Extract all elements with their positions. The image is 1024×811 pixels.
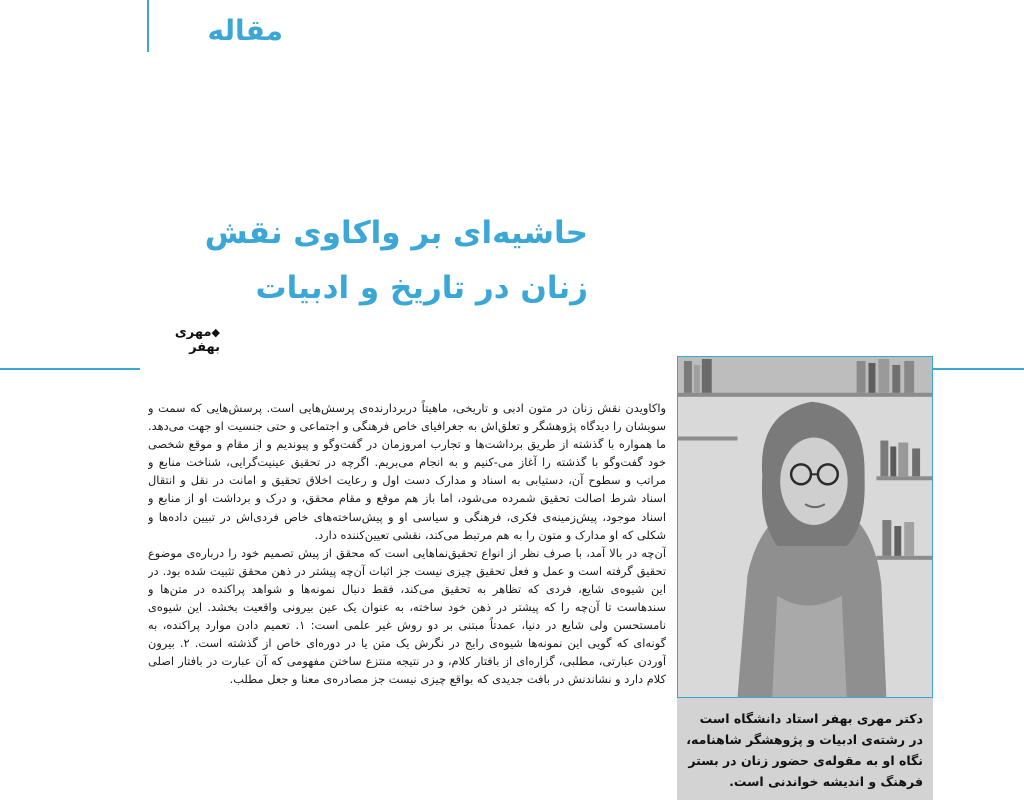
section-label: مقاله <box>207 14 283 47</box>
portrait-illustration <box>678 357 932 697</box>
section-tag <box>147 0 287 52</box>
article-title: حاشیه‌ای بر واکاوی نقش زنان در تاریخ و ادبیات <box>204 215 588 306</box>
left-accent-rule <box>0 368 140 370</box>
right-accent-rule <box>933 368 1024 370</box>
body-paragraph: آن‌چه در بالا آمد، با صرف نظر از انواع تحقیق‌نماهایی است که محقق از پیش تصمیم خود را درباره‌ی موضوع تحقیق گرفته است و عمل و فعل تحقیق چیزی نیست جز اثبات آن‌چه پیشتر در ذهن محقق تثبیت شده بود. در این شیوه‌ی شایع، فردی که تظاهر به تحقیق می‌کند، فقط دنبال نمونه‌ها و شواهد پراکنده در متن‌ها و سندهاست تا آن‌چه را که پیشتر در ذهن خود ساخته، به عنوان یک عین بیرونی واقعیت بخشد. این شیوه‌ی نامستحسن ولی شایع در دنیا، عمدتاً مبتنی بر دو روش غیر علمی است: ۱. تعمیم دادن موارد پراکنده، به گونه‌ای که گویی این نمونه‌ها شیوه‌ی رایج در نگرش یک متن یا در دوره‌ای خاص از گذشته است. ۲. بیرون آوردن عبارتی، مطلبی، گزاره‌ای از بافتار کلام، و در نتیجه منتزع ساختن مفهومی که آن عبارت در بافتار اصلی کلام دارد و نشاندنش در بافت جدیدی که بواقع چیزی نیست جز مصادره‌ی معنا و جعل مطلب. <box>148 545 666 687</box>
article-body <box>148 399 666 809</box>
diamond-icon: ◆ <box>211 326 220 339</box>
author-byline <box>140 325 220 355</box>
photo-caption: دکتر مهری بهفر استاد دانشگاه است در رشته‌ی ادبیات و پژوهشگر شاهنامه، نگاه او به مقوله‌ی حضور زنان در بستر فرهنگ و اندیشه خواندنی است. <box>677 698 933 800</box>
author-photo <box>677 356 933 698</box>
author-name: مهری بهفر <box>174 325 220 355</box>
body-paragraph: واکاویدن نقش زنان در متون ادبی و تاریخی، ماهیتاً دربردارنده‌ی پرسش‌هایی است. پرسش‌هایی که سمت و سویشان را دیدگاه پژوهشگر و تعلق‌اش به جغرافیای خاص فرهنگی و اجتماعی و حتی جنسیت او جهت می‌دهد. ما همواره با گذشته از طریق برداشت‌ها و تجارب امروزمان در گفت‌وگو و پیوندیم و از مقام و موقع شخصی خود گفت‌وگو با گذشته را آغاز می‌-کنیم و به انجام می‌بریم. اگرچه در تحقیق عینیت‌گرایی، شناخت منابع و مراتب و سطوح آن، دستیابی به اسناد و مدارک دست اول و رعایت اخلاق تحقیق و امانت در نقل و انتقال اسناد شرط اصالت تحقیق شمرده می‌شود، اما باز هم موقع و مقام محقق، و درک و برداشت او از منابع و اسناد موجود، پیش‌زمینه‌ی فکری، فرهنگی و سیاسی او و پیش‌ساخته‌های خاص فردی‌اش در تبیین داده‌ها و شکلی که او مدارک و متون را به هم مرتبط می‌کند، نقشی تعیین‌کننده دارد. <box>148 401 666 542</box>
